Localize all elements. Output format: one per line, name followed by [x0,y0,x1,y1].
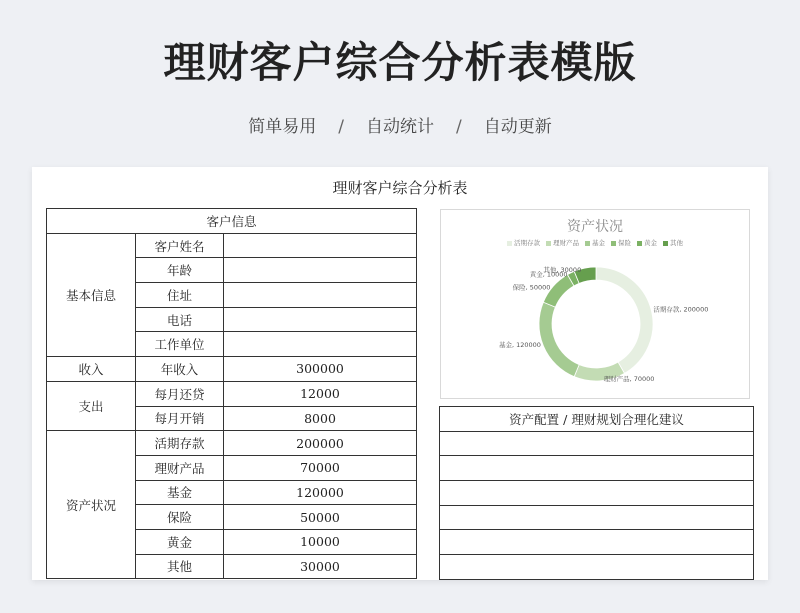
tag-easy: 简单易用 [248,117,317,137]
advice-table [439,406,754,580]
tag-separator: / [338,117,344,137]
data-label: 理财产品, 70000 [603,375,655,384]
field-label: 黄金 [136,529,224,554]
sheet-title: 理财客户综合分析表 [332,179,468,197]
tag-separator: / [456,117,462,137]
donut-svg [441,210,751,400]
table-row [440,407,754,432]
advice-cell[interactable] [440,456,754,481]
tag-auto-update: 自动更新 [483,117,552,137]
legend-label: 黄金 [644,239,657,247]
data-label: 黄金, 10000 [529,270,568,279]
field-value-phone[interactable] [224,307,417,332]
advice-cell[interactable] [440,431,754,456]
field-value-other[interactable]: 30000 [224,554,417,579]
field-label: 年收入 [136,357,224,382]
chart-title: 资产状况 [567,219,623,235]
page-title: 理财客户综合分析表模版 [163,38,637,87]
advice-cell[interactable] [440,481,754,506]
field-value-wealth-product[interactable]: 70000 [224,455,417,480]
table-row [440,530,754,555]
donut-slice [539,302,579,376]
tag-auto-stats: 自动统计 [366,117,434,137]
field-value-insurance[interactable]: 50000 [224,505,417,530]
legend-label: 基金 [592,239,605,247]
field-label: 活期存款 [136,431,224,456]
field-label: 电话 [136,307,224,332]
legend-label: 理财产品 [553,239,579,247]
client-info-table [46,208,417,579]
group-basic-info: 基本信息 [47,233,136,356]
field-value-spending[interactable]: 8000 [224,406,417,431]
field-value-annual-income[interactable]: 300000 [224,357,417,382]
asset-donut-chart [440,209,750,399]
data-label: 活期存款, 200000 [653,305,709,314]
field-label: 每月开销 [136,406,224,431]
data-label: 基金, 120000 [498,341,541,350]
field-label: 保险 [136,505,224,530]
field-value-loan[interactable]: 12000 [224,381,417,406]
group-assets: 资产状况 [47,431,136,579]
feature-tags [0,112,800,137]
table-row [440,555,754,580]
advice-cell[interactable] [440,505,754,530]
field-value-fund[interactable]: 120000 [224,480,417,505]
table-row [47,431,417,456]
donut-slice [596,267,653,373]
legend-label: 保险 [618,239,631,247]
field-label: 每月还贷 [136,381,224,406]
table-row [440,505,754,530]
client-info-header: 客户信息 [47,209,417,234]
table-row [440,431,754,456]
table-row [47,381,417,406]
spreadsheet-preview [32,167,768,580]
field-value-employer[interactable] [224,332,417,357]
field-label: 基金 [136,480,224,505]
group-income: 收入 [47,357,136,382]
field-label: 客户姓名 [136,233,224,258]
advice-cell[interactable] [440,555,754,580]
field-value-name[interactable] [224,233,417,258]
advice-cell[interactable] [440,530,754,555]
table-row [47,357,417,382]
legend-label: 活期存款 [514,239,540,247]
field-label: 住址 [136,283,224,308]
field-value-age[interactable] [224,258,417,283]
table-row [47,209,417,234]
field-label: 工作单位 [136,332,224,357]
field-value-deposit[interactable]: 200000 [224,431,417,456]
table-row [47,233,417,258]
field-label: 其他 [136,554,224,579]
field-label: 年龄 [136,258,224,283]
advice-header: 资产配置 / 理财规划合理化建议 [440,407,754,432]
field-value-address[interactable] [224,283,417,308]
group-expense: 支出 [47,381,136,430]
table-row [440,481,754,506]
field-value-gold[interactable]: 10000 [224,529,417,554]
table-row [440,456,754,481]
field-label: 理财产品 [136,455,224,480]
legend-label: 其他 [670,239,683,247]
data-label: 保险, 50000 [512,283,551,292]
data-label: 其他, 30000 [543,265,582,274]
